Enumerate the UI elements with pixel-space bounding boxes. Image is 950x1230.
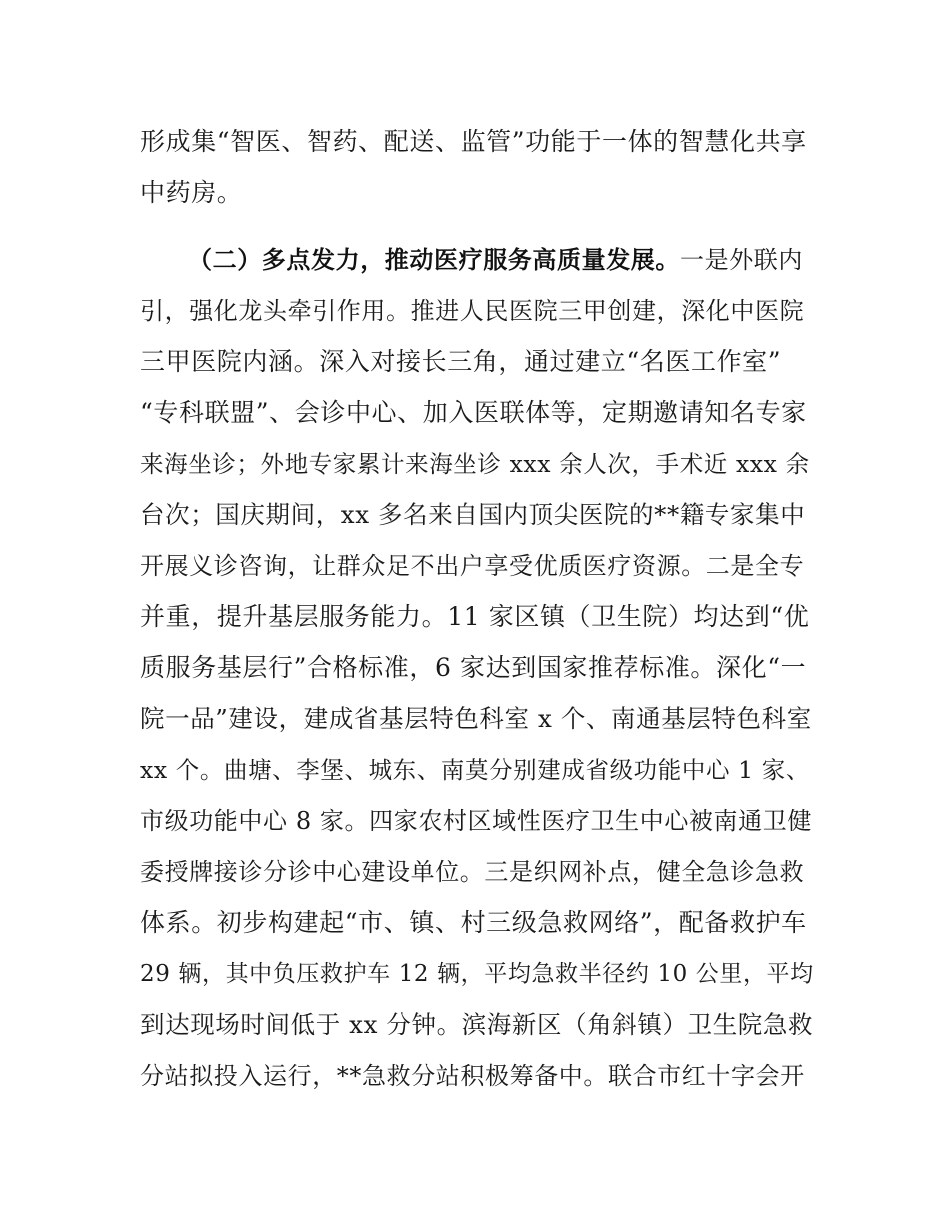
paragraph-2-line-14: 体系。初步构建起“市、镇、村三级急救网络”，配备救护车 — [140, 908, 807, 937]
paragraph-2-line-7: 开展义诊咨询，让群众足不出户享受优质医疗资源。二是全专 — [140, 552, 805, 580]
paragraph-2-line-2: 引，强化龙头牵引作用。推进人民医院三甲创建，深化中医院 — [140, 297, 805, 325]
paragraph-2-line-11: xx 个。曲塘、李堡、城东、南莫分别建成省级功能中心 1 家、 — [140, 756, 810, 784]
paragraph-2-line-1-rest: 一是外联内 — [680, 246, 803, 274]
paragraph-2-line-4: “专科联盟”、会诊中心、加入医联体等，定期邀请知名专家 — [140, 398, 807, 427]
paragraph-2-line-13: 委授牌接诊分诊中心建设单位。三是织网补点，健全急诊急救 — [140, 858, 805, 886]
paragraph-2-line-15: 29 辆，其中负压救护车 12 辆，平均急救半径约 10 公里，平均 — [140, 961, 814, 987]
paragraph-2-line-10: 院一品”建设，建成省基层特色科室 x 个、南通基层特色科室 — [140, 704, 812, 733]
paragraph-1-line-2: 中药房。 — [140, 178, 243, 207]
paragraph-2-line-9: 质服务基层行”合格标准，6 家达到国家推荐标准。深化“一 — [140, 653, 807, 682]
paragraph-2-line-1 — [188, 245, 803, 275]
paragraph-2-line-17: 分站拟投入运行，**急救分站积极筹备中。联合市红十字会开 — [140, 1062, 805, 1090]
paragraph-2-line-8: 并重，提升基层服务能力。11 家区镇（卫生院）均达到“优 — [140, 602, 810, 631]
paragraph-2-line-16: 到达现场时间低于 xx 分钟。滨海新区（角斜镇）卫生院急救 — [140, 1010, 814, 1039]
paragraph-2-line-5: 来海坐诊；外地专家累计来海坐诊 xxx 余人次，手术近 xxx 余 — [140, 450, 810, 478]
paragraph-1-line-1: 形成集“智医、智药、配送、监管”功能于一体的智慧化共享 — [140, 127, 807, 156]
paragraph-2-line-12: 市级功能中心 8 家。四家农村区域性医疗卫生中心被南通卫健 — [140, 807, 812, 835]
paragraph-2-line-3: 三甲医院内涵。深入对接长三角，通过建立“名医工作室” — [140, 347, 782, 376]
paragraph-2-line-6: 台次；国庆期间，xx 多名来自国内顶尖医院的**籍专家集中 — [140, 500, 806, 529]
section-heading: （二）多点发力，推动医疗服务高质量发展。 — [188, 246, 680, 274]
